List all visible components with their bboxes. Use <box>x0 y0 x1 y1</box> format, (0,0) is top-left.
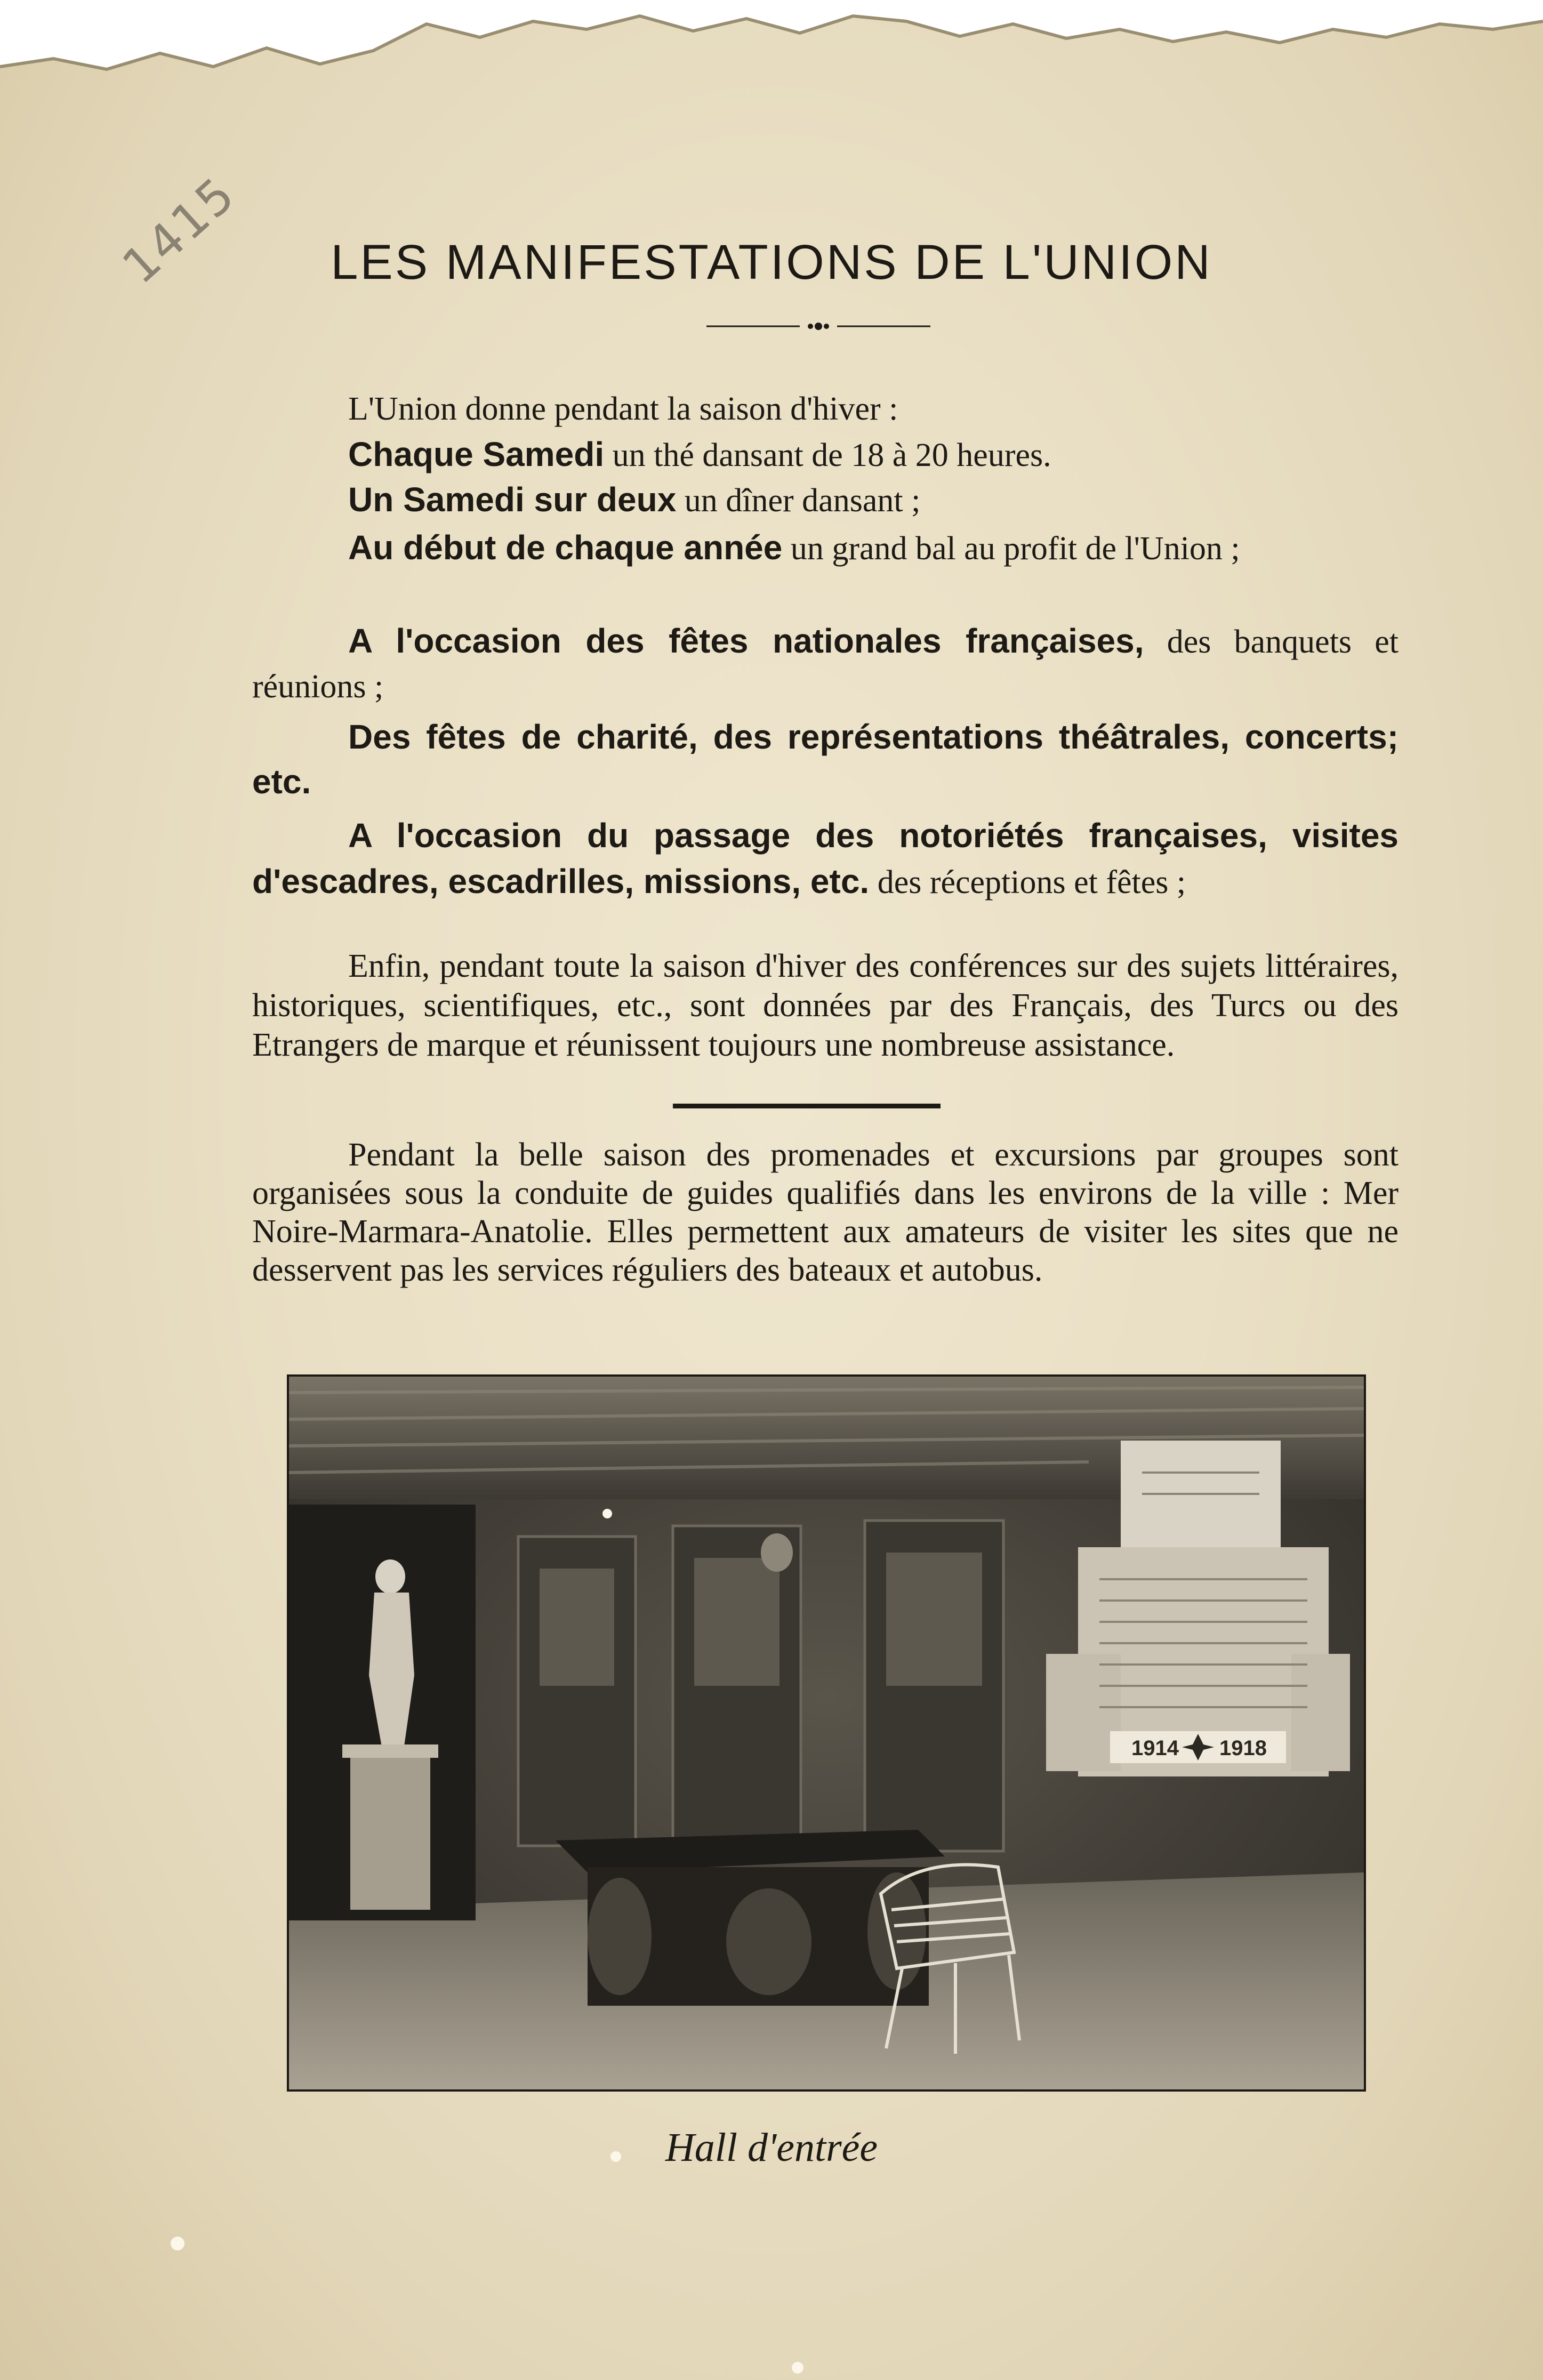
list-item-6 <box>252 813 1399 905</box>
pencil-margin-note: 1415 <box>112 166 247 295</box>
list-item-1 <box>252 432 1399 478</box>
list-item-2 <box>252 477 1399 523</box>
list-item-3-text: un grand bal au profit de l'Union ; <box>782 530 1240 567</box>
hall-photograph <box>287 1374 1366 2092</box>
list-item-4 <box>252 618 1399 709</box>
title-ornament <box>706 320 930 333</box>
list-item-2-bold: Un Samedi sur deux <box>348 480 677 519</box>
page-title: LES MANIFESTATIONS DE L'UNION <box>331 235 1212 290</box>
list-item-5-bold: Des fêtes de charité, des représentations théâtrales, concerts; etc. <box>252 718 1399 801</box>
list-item-4-text: des banquets et réunions ; <box>252 624 1399 705</box>
intro-paragraph: L'Union donne pendant la saison d'hiver : <box>348 391 898 427</box>
list-item-2-text: un dîner dansant ; <box>676 483 921 519</box>
paper-speck <box>792 2362 803 2374</box>
memorial-year-end: 1918 <box>1219 1736 1267 1760</box>
closing-paragraph: Enfin, pendant toute la saison d'hiver des conférences sur des sujets littéraires, historiques, scientifiques, etc., sont données par des Français, des Turcs ou des Etrangers de marque et réunissent toujours une nombreuse assistance. <box>252 948 1399 1063</box>
memorial-year-start: 1914 <box>1131 1736 1179 1760</box>
paper-speck <box>171 2237 184 2250</box>
list-item-1-text: un thé dansant de 18 à 20 heures. <box>604 437 1051 473</box>
list-item-6-text: des réceptions et fêtes ; <box>869 864 1186 900</box>
list-item-4-bold: A l'occasion des fêtes nationales françaises, <box>348 622 1144 660</box>
paper-speck <box>602 1509 612 1518</box>
photo-caption: Hall d'entrée <box>665 2125 878 2170</box>
section-divider <box>673 1104 941 1108</box>
summer-paragraph: Pendant la belle saison des promenades et excursions par groupes sont organisées sous la conduite de guides qualifiés dans les environs de la ville : Mer Noire-Marmara-Anatolie. Elles permettent aux amateurs de visiter les sites que ne desservent pas les services réguliers des bateaux et autobus. <box>252 1137 1399 1288</box>
list-item-3-bold: Au début de chaque année <box>348 528 783 567</box>
paper-speck <box>610 2151 621 2162</box>
list-item-3 <box>252 525 1399 571</box>
list-item-5 <box>252 714 1399 804</box>
hall-photo-illustration <box>289 1377 1364 2089</box>
list-item-6-bold: A l'occasion du passage des notoriétés françaises, visites d'escadres, escadrilles, missions, etc. <box>252 816 1399 900</box>
list-item-1-bold: Chaque Samedi <box>348 435 605 473</box>
torn-top-edge <box>0 0 1543 75</box>
